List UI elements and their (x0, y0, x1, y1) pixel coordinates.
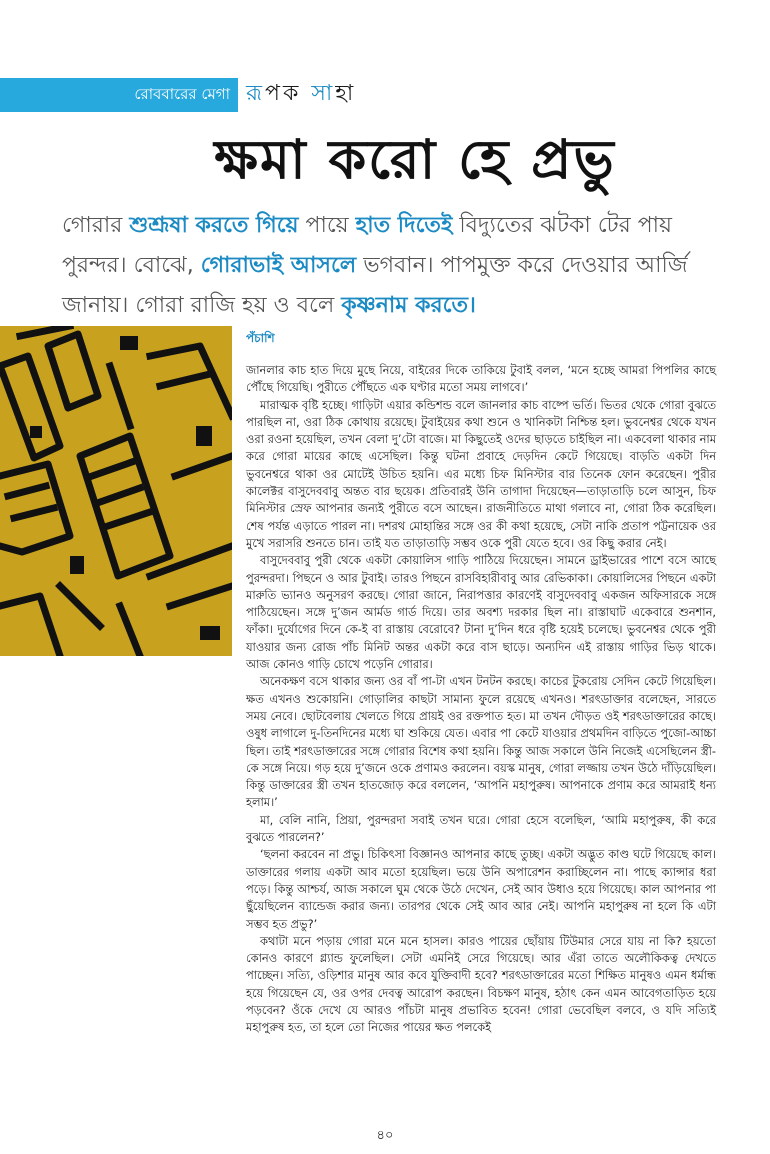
body-paragraph: ‘ছলনা করবেন না প্রভু। চিকিৎসা বিজ্ঞানও আপনার কাছে তুচ্ছ। একটা অদ্ভুত কাণ্ড ঘটে গিয়েছে কাল। ডাক্তারের গলায় একটা আব মতো হয়েছিল। ভয়ে উনি অপারেশন করাচ্ছিলেন না। পাছে ক্যান্সার ধরা পড়ে। কিন্তু আশ্চর্য, আজ সকালে ঘুম থেকে উঠে দেখেন, সেই আব উধাও হয়ে গিয়েছে। কাল আপনার পা ছুঁয়েছিলেন ব্যান্ডেজ করার জন্য। তারপর থেকে সেই আব আর নেই। আপনি মহাপুরুষ না হলে কি এটা সম্ভব হত প্রভু?’ (246, 847, 716, 931)
section-tag-label: রোববারের মেগা (134, 85, 230, 103)
body-paragraph: অনেকক্ষণ বসে থাকার জন্য ওর বাঁ পা-টা এখন টনটন করছে। কাচের টুকরোয় সেদিন কেটে গিয়েছিল। ক্ষত এখনও শুকোয়নি। গোড়ালির কাছটা সামান্য ফুলে রয়েছে এখনও। শরৎডাক্তার বলেছেন, সারতে সময় নেবে। ছোটবেলায় খেলতে গিয়ে প্রায়ই ওর রক্তপাত হত। মা তখন দৌড়ত ওই শরৎডাক্তারের কাছে। ওষুধ লাগালে দু-তিনদিনের মধ্যে ঘা শুকিয়ে যেত। এবার পা কেটে যাওয়ার প্রথমদিন বাড়িতে পুজো-আচ্চা ছিল। তাই শরৎডাক্তারের সঙ্গে গোরার বিশেষ কথা হয়নি। কিন্তু আজ সকালে উনি নিজেই এসেছিলেন স্ত্রী-কে সঙ্গে নিয়ে। গড় হয়ে দু’জনে ওকে প্রণামও করলেন। বয়স্ক মানুষ, গোরা লজ্জায় তখন উঠে দাঁড়িয়েছিল। কিন্তু ডাক্তারের স্ত্রী তখন হাতজোড় করে বললেন, ‘আপনি মহাপুরুষ। আপনাকে প্রণাম করে আমরাই ধন্য হলাম।’ (246, 674, 716, 810)
body-paragraph: বাসুদেববাবু পুরী থেকে একটা কোয়ালিস গাড়ি পাঠিয়ে দিয়েছেন। সামনে ড্রাইভারের পাশে বসে আছে পুরন্দরদা। পিছনে ও আর টুবাই। তারও পিছনে রাসবিহারীবাবু আর রেভিকাকা। কোয়ালিসের পিছনে একটা মারুতি ভ্যানও অনুসরণ করছে। গোরা জানে, নিরাপত্তার কারণেই বাসুদেববাবু একজন অফিসারকে সঙ্গে পাঠিয়েছেন। সঙ্গে দু’জন আর্মড গার্ড দিয়ে। তার অবশ্য দরকার ছিল না। রাস্তাঘাট একেবারে শুনশান, ফাঁকা। দুর্যোগের দিনে কে-ই বা রাস্তায় বেরোবে? টানা দু’দিন ধরে বৃষ্টি হয়েই চলেছে। ভুবনেশ্বর থেকে পুরী যাওয়ার জন্য রোজ পাঁচ মিনিট অন্তর একটা করে বাস ছাড়ে। অন্যদিন এই রাস্তায় গাড়ির ভিড় থাকে। আজ কোনও গাড়ি চোখে পড়েনি গোরার। (246, 553, 716, 672)
article-body (246, 362, 716, 1037)
deck-highlight-4: কৃষ্ণনাম করতে। (341, 293, 476, 318)
deck-highlight-1: শুশ্রূষা করতে গিয়ে (129, 213, 299, 238)
body-paragraph: মা, বেলি নানি, প্রিয়া, পুরন্দরদা সবাই তখন ঘরে। গোরা হেসে বলেছিল, ‘আমি মহাপুরুষ, কী করে বুঝতে পারলেন?’ (246, 812, 716, 845)
body-paragraph: জানলার কাচ হাত দিয়ে মুছে নিয়ে, বাইরের দিকে তাকিয়ে টুবাই বলল, ‘মনে হচ্ছে আমরা পিপলির কাছে পৌঁছে গিয়েছি। পুরীতে পৌঁছতে এক ঘণ্টার মতো সময় লাগবে।’ (246, 363, 716, 395)
section-tag (0, 78, 238, 112)
article-title-wrap (0, 118, 770, 208)
article-deck (62, 206, 702, 326)
author-initial: রূ (246, 81, 266, 106)
deck-part-4: ভগবান। পাপমুক্ত করে দেওয়ার আর্জি জানায়। গোরা রাজি হয় ও বলে (62, 253, 688, 318)
chapter-number: পঁচাশি (246, 331, 275, 345)
illustration (0, 326, 232, 656)
author-surname-highlight: সা (311, 81, 336, 106)
body-paragraph: কথাটা মনে পড়ায় গোরা মনে মনে হাসল। কারও পায়ের ছোঁয়ায় টিউমার সেরে যায় না কি? হয়তো কোনও কারণে গ্ল্যান্ড ফুলেছিল। সেটা এমনিই সেরে গিয়েছে। আর এঁরা তাতে অলৌকিকত্ব দেখতে পাচ্ছেন। সত্যি, ওড়িশার মানুষ আর কবে যুক্তিবাদী হবে? শরৎডাক্তারের মতো শিক্ষিত মানুষও এমন ধর্মান্ধ হয়ে গিয়েছেন যে, ওর ওপর দেবত্ব আরোপ করছেন। বিচক্ষণ মানুষ, হঠাৎ কেন এমন আবেগতাড়িত হয়ে পড়বেন? ওঁকে দেখে যে আরও পাঁচটা মানুষ প্রভাবিত হবেন! গোরা ভেবেছিল বলবে, ও যদি সত্যিই মহাপুরুষ হত, তা হলে তো নিজের পায়ের ক্ষত পলকেই (246, 933, 716, 1035)
author-surname-rest: হা (335, 81, 357, 106)
deck-highlight-2: হাত দিতেই (355, 213, 453, 238)
article-title: ক্ষমা করো হে প্রভু (214, 128, 616, 191)
page-number: ৪০ (376, 1128, 394, 1143)
author-name-mid: পক (265, 81, 312, 106)
deck-part-1: গোরার (62, 213, 130, 238)
body-paragraph: মারাত্মক বৃষ্টি হচ্ছে। গাড়িটা এয়ার কন্ডিশন্ড বলে জানলার কাচ বাষ্পে ভর্তি। ভিতর থেকে গোরা বুঝতে পারছিল না, ওরা ঠিক কোথায় রয়েছে। টুবাইয়ের কথা শুনে ও খানিকটা নিশ্চিন্ত হল। ভুবনেশ্বর থেকে যখন ওরা রওনা হয়েছিল, তখন বেলা দু’টো বাজে। মা কিছুতেই ওদের ছাড়তে চাইছিল না। একবেলা থাকার নাম করে গোরা মায়ের কাছে এসেছিল। কিন্তু ঘটনা প্রবাহে দেড়দিন কেটে গিয়েছে। বাড়তি একটা দিন ভুবনেশ্বরে থাকা ওর মোটেই উচিত হয়নি। এর মধ্যে চিফ মিনিস্টার বার তিনেক ফোন করেছেন। পুরীর কালেক্টর বাসুদেববাবু অন্তত বার ছয়েক। প্রতিবারই উনি তাগাদা দিয়েছেন—তাড়াতাড়ি চলে আসুন, চিফ মিনিস্টার স্রেফ আপনার জন্যই পুরীতে বসে আছেন। রাজনীতিতে মাথা গলাবে না, গোরা ঠিক করেছিল। শেষ পর্যন্ত এড়াতে পারল না। দশরথ মোহান্তির সঙ্গে ওর কী কথা হয়েছে, সেটা নাকি প্রতাপ পট্টনায়েক ওর মুখে সরাসরি শুনতে চান। তাই যত তাড়াতাড়ি সম্ভব ওকে পুরী যেতে হবে। ওর কিছু করার নেই। (246, 397, 717, 550)
deck-part-3: বিদ্যুতের ঝটকা টের পায় পুরন্দর। বোঝে, (62, 213, 672, 278)
deck-part-2: পায়ে (298, 213, 356, 238)
deck-highlight-3: গোরাভাই আসলে (200, 253, 357, 278)
author-byline (246, 76, 356, 113)
